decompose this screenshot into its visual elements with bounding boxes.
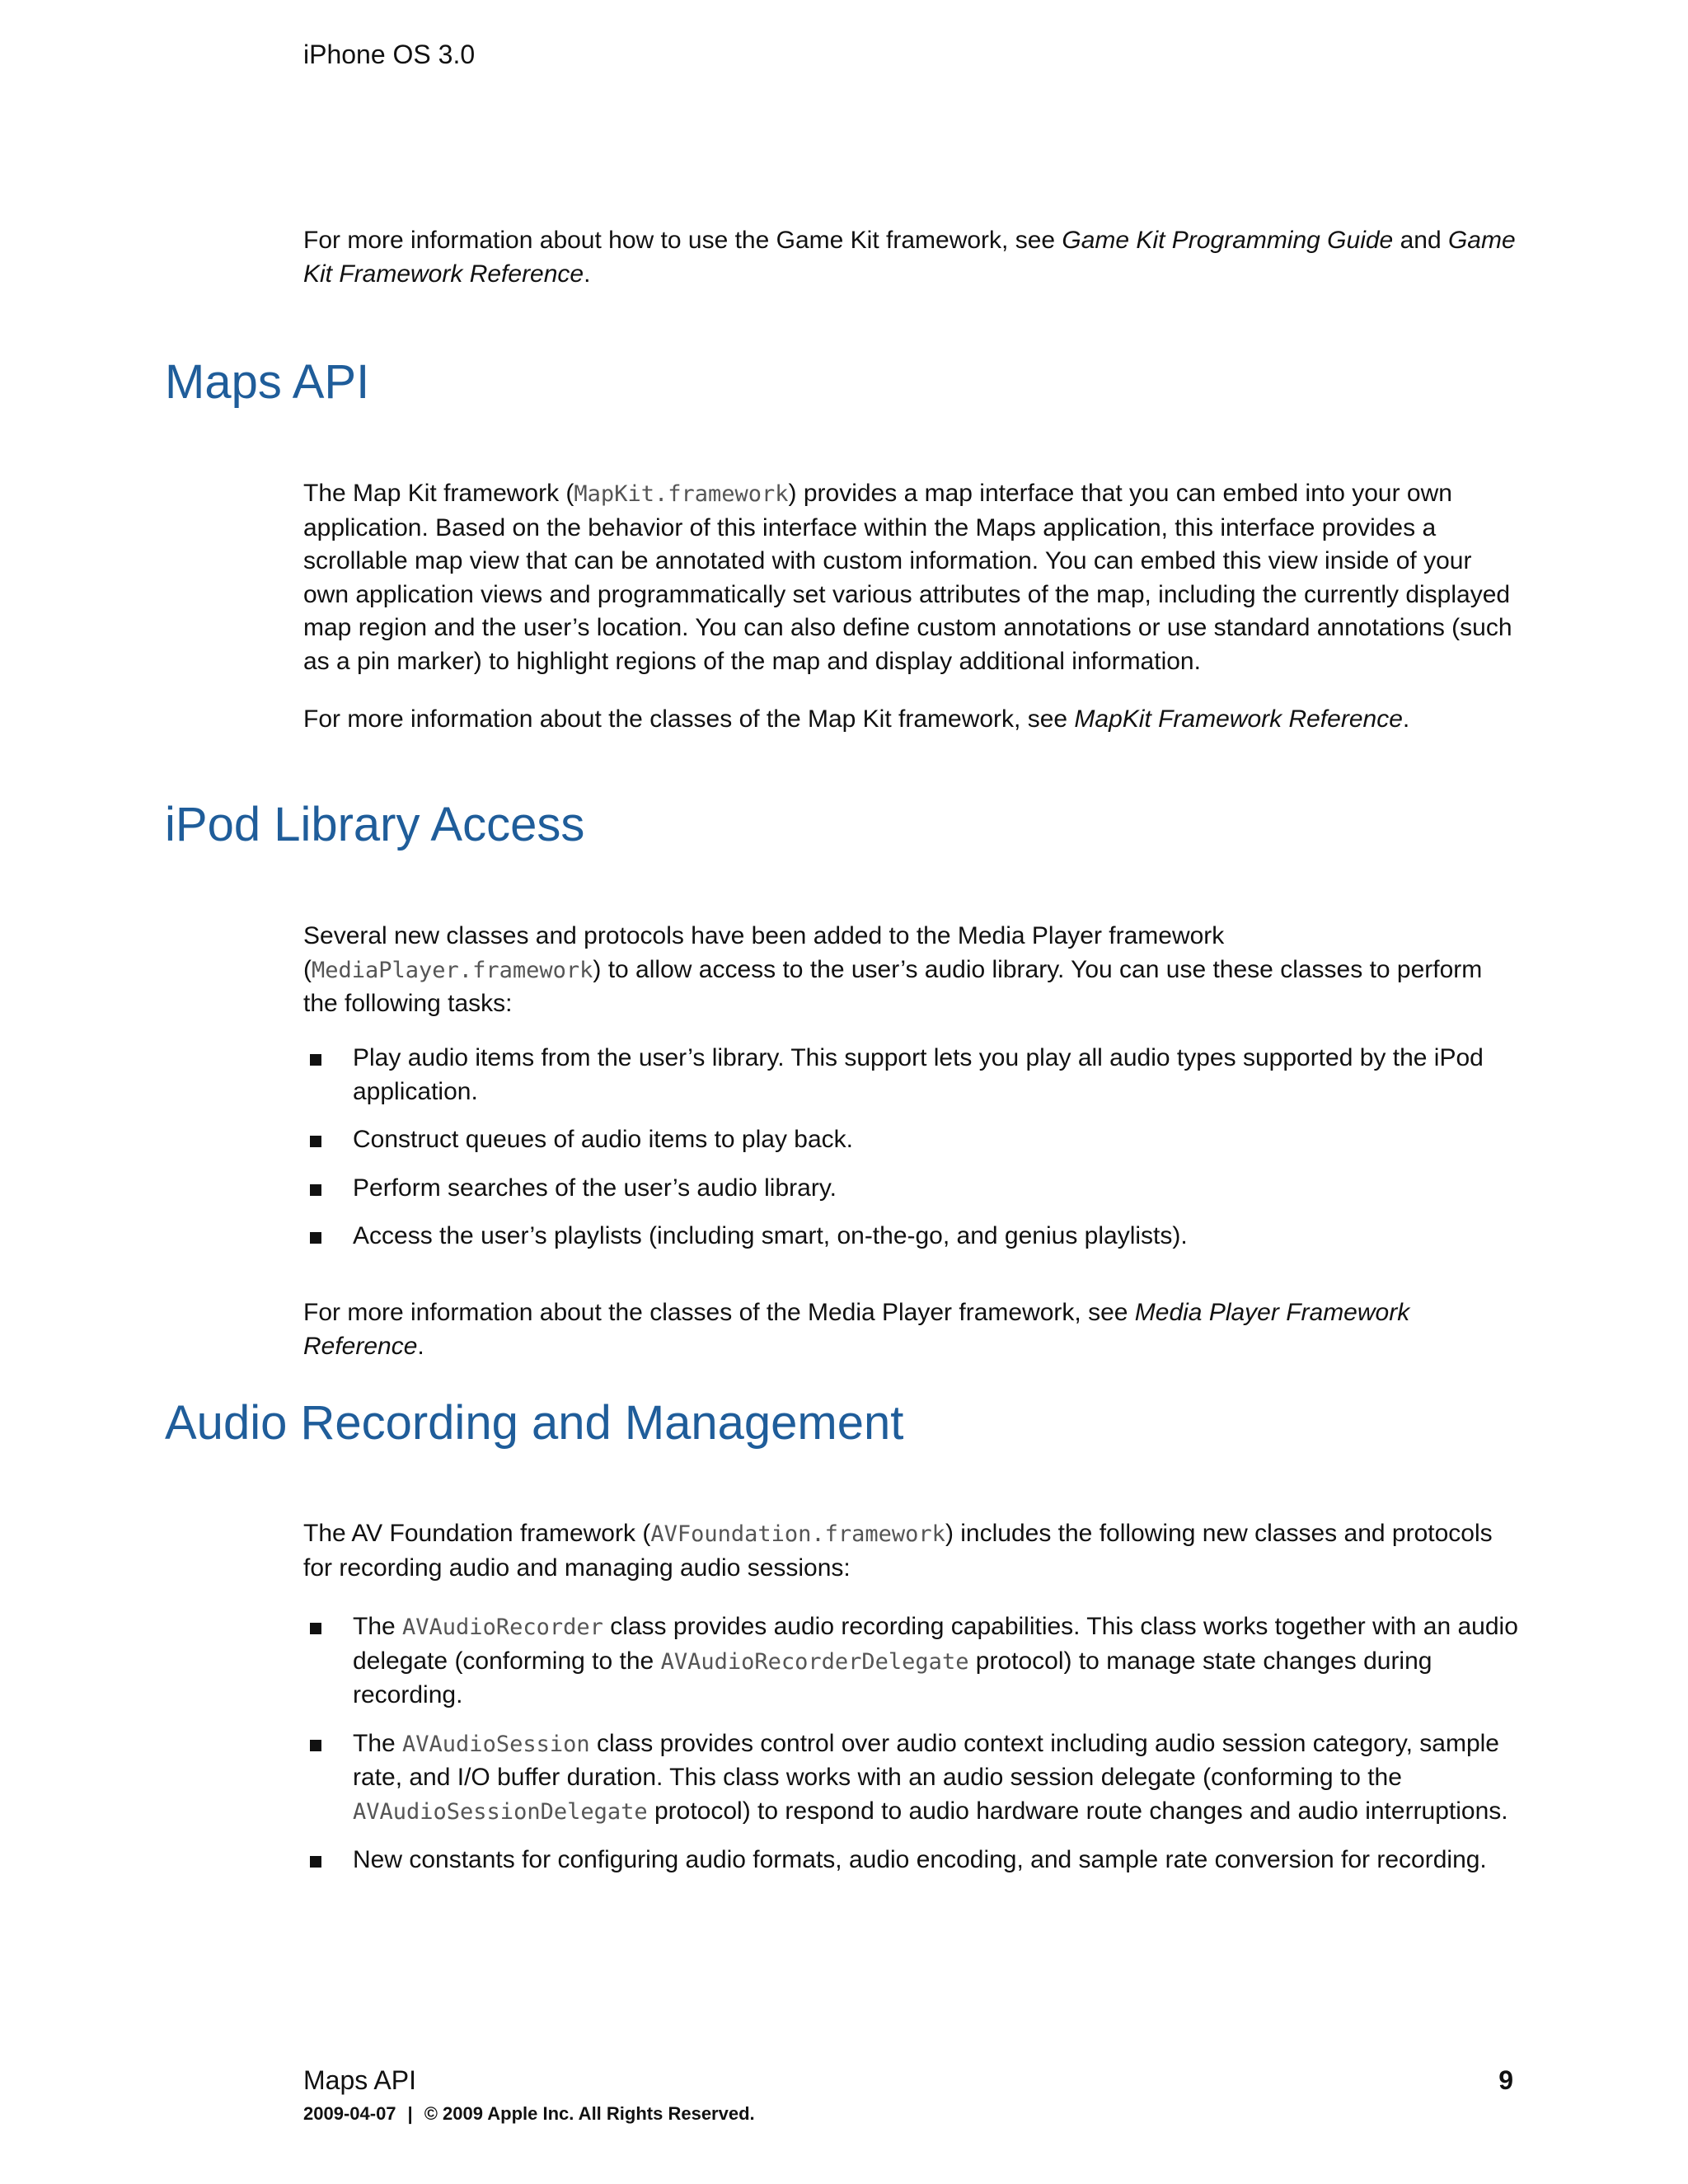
ipod-text: Several new classes and protocols have been added to the Media Player framework (: [303, 922, 1225, 983]
audio-text: The AV Foundation framework (: [303, 1520, 651, 1547]
list-item: [303, 1610, 1523, 1713]
list-item-text: class provides control over audio context including audio session category, sample rate, and I/O buffer duration. This class works with an audio session delegate (conforming to the: [353, 1729, 1499, 1791]
maps-text: For more information about the classes of the Map Kit framework, see: [303, 705, 1075, 733]
maps-paragraph-1: [303, 477, 1523, 678]
mapkit-framework-code: MapKit.framework: [574, 481, 789, 507]
audio-feature-list: [303, 1610, 1523, 1877]
avaudiosessiondelegate-code: AVAudioSessionDelegate: [353, 1798, 648, 1825]
avaudiorecorderdelegate-code: AVAudioRecorderDelegate: [660, 1648, 969, 1675]
maps-api-heading: Maps API: [165, 355, 370, 409]
avaudiorecorder-code: AVAudioRecorder: [402, 1615, 603, 1640]
ipod-task-list: [303, 1042, 1523, 1254]
list-item-text: Perform searches of the user’s audio library.: [353, 1174, 837, 1202]
footer-meta: [303, 2103, 755, 2125]
list-item: [303, 1727, 1523, 1830]
ipod-text: For more information about the classes of the Media Player framework, see: [303, 1299, 1135, 1326]
ipod-paragraph-1: [303, 920, 1523, 1021]
ipod-paragraph-2: [303, 1296, 1523, 1363]
square-bullet-icon: [310, 1054, 321, 1066]
square-bullet-icon: [310, 1136, 321, 1147]
list-item-text: protocol) to manage state changes during recording.: [353, 1647, 1432, 1708]
audio-paragraph-1: [303, 1517, 1523, 1585]
audio-text: ) includes the following new classes and protocols for recording audio and managing audio sessions:: [303, 1520, 1493, 1582]
audio-recording-heading: Audio Recording and Management: [165, 1396, 904, 1450]
square-bullet-icon: [310, 1740, 321, 1751]
list-item: [303, 1844, 1523, 1877]
square-bullet-icon: [310, 1623, 321, 1634]
intro-text: and: [1393, 227, 1448, 254]
maps-text: The Map Kit framework (: [303, 480, 574, 507]
media-player-reference-ref: Media Player Framework Reference: [303, 1299, 1410, 1360]
footer-section-title: Maps API: [303, 2065, 416, 2095]
copyright-notice: © 2009 Apple Inc. All Rights Reserved.: [424, 2103, 755, 2124]
list-item-text: The: [353, 1729, 403, 1757]
list-item-text: class provides audio recording capabilities. This class works together with an audio delegate (conforming to the: [353, 1613, 1518, 1675]
list-item: [303, 1042, 1523, 1108]
avfoundation-framework-code: AVFoundation.framework: [650, 1521, 945, 1547]
maps-text: .: [1402, 705, 1410, 733]
list-item-text: The: [353, 1613, 403, 1640]
mapkit-reference-ref: MapKit Framework Reference: [1074, 705, 1403, 733]
list-item: [303, 1220, 1523, 1254]
list-item-text: Construct queues of audio items to play back.: [353, 1126, 854, 1153]
ipod-text: .: [417, 1332, 424, 1360]
game-kit-guide-ref: Game Kit Programming Guide: [1062, 227, 1394, 254]
maps-text: ) provides a map interface that you can embed into your own application. Based on the behavior of this interface within the Maps application, this interface provides a scrollable map view that can be annotated with custom information. You can embed this view inside of your own application views and programmatically set various attributes of the map, including the currently displayed map region and the user’s location. You can also define custom annotations or use standard annotations (such as a pin marker) to highlight regions of the map and display additional information.: [303, 480, 1512, 675]
intro-text: For more information about how to use the Game Kit framework, see: [303, 227, 1062, 254]
page-number: 9: [1498, 2065, 1513, 2095]
square-bullet-icon: [310, 1856, 321, 1868]
list-item-text: Play audio items from the user’s library. This support lets you play all audio types supported by the iPod application.: [353, 1044, 1484, 1105]
list-item: [303, 1172, 1523, 1206]
game-kit-reference-ref: Game Kit Framework Reference: [303, 227, 1516, 288]
avaudiosession-code: AVAudioSession: [402, 1731, 590, 1757]
list-item: [303, 1123, 1523, 1157]
footer-date: 2009-04-07: [303, 2103, 396, 2124]
running-header: iPhone OS 3.0: [303, 40, 476, 69]
maps-paragraph-2: [303, 703, 1523, 737]
ipod-text: ) to allow access to the user’s audio library. You can use these classes to perform the following tasks:: [303, 955, 1483, 1017]
list-item-text: protocol) to respond to audio hardware route changes and audio interruptions.: [647, 1797, 1508, 1825]
intro-text: .: [584, 260, 591, 288]
square-bullet-icon: [310, 1232, 321, 1244]
list-item-text: Access the user’s playlists (including smart, on-the-go, and genius playlists).: [353, 1222, 1188, 1249]
list-item-text: New constants for configuring audio formats, audio encoding, and sample rate conversion for recording.: [353, 1846, 1487, 1873]
ipod-library-heading: iPod Library Access: [165, 798, 585, 851]
square-bullet-icon: [310, 1184, 321, 1196]
intro-paragraph: [303, 224, 1523, 291]
mediaplayer-framework-code: MediaPlayer.framework: [312, 957, 593, 983]
footer-separator: |: [407, 2103, 413, 2124]
